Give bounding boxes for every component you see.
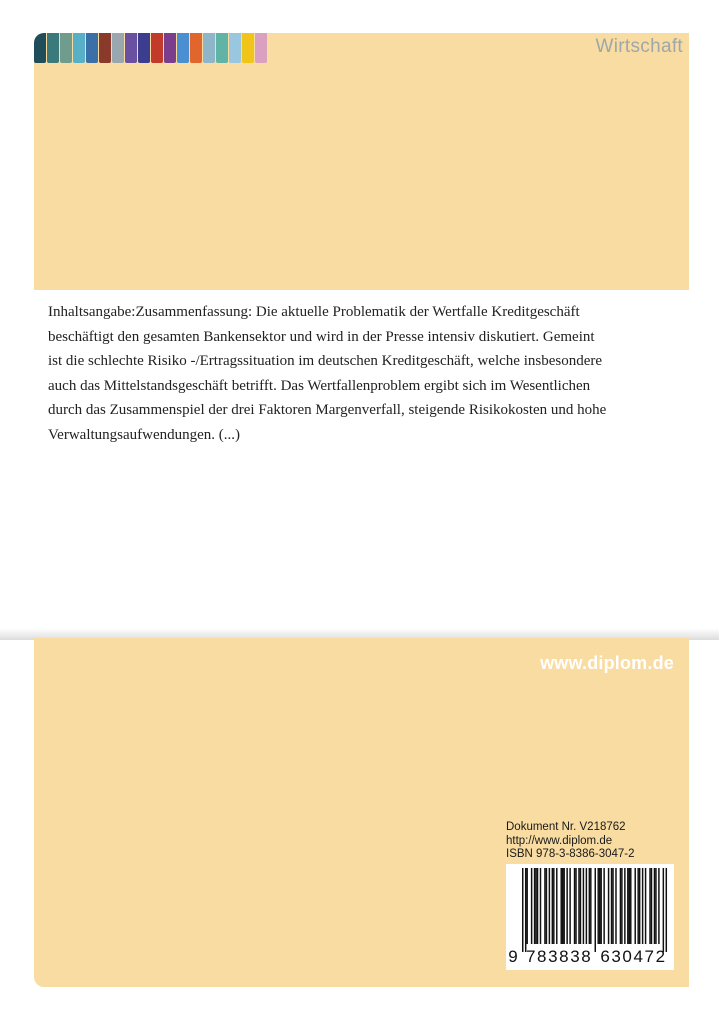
barcode-bar: [634, 868, 635, 944]
barcode-bar: [615, 868, 616, 944]
color-stripe: [151, 33, 163, 63]
barcode-digit-group-right: 630472: [600, 947, 667, 966]
barcode-bar: [620, 868, 621, 944]
barcode-bar: [637, 868, 638, 944]
document-link: http://www.diplom.de: [506, 834, 613, 847]
barcode-bar: [639, 868, 640, 944]
barcode-bar: [552, 868, 553, 944]
color-stripe: [190, 33, 202, 63]
barcode-bar: [563, 868, 564, 944]
barcode-bar: [522, 868, 523, 952]
barcode-bar: [562, 868, 563, 944]
bottom-color-panel: [34, 638, 689, 987]
color-stripe: [177, 33, 189, 63]
color-stripe: [229, 33, 241, 63]
barcode-bar: [642, 868, 643, 944]
barcode-bar: [630, 868, 631, 944]
isbn-barcode: [506, 864, 674, 970]
barcode-bar: [566, 868, 567, 944]
barcode-bar: [580, 868, 581, 944]
color-stripe-strip: [34, 33, 268, 63]
barcode-bar: [595, 868, 596, 952]
barcode-bar: [654, 868, 655, 944]
barcode-bar: [534, 868, 535, 944]
barcode-digits: [506, 944, 674, 970]
color-stripe: [216, 33, 228, 63]
barcode-lead-digit: 9: [508, 947, 518, 966]
barcode-bar: [546, 868, 547, 944]
color-stripe: [47, 33, 59, 63]
barcode-bar: [590, 868, 591, 944]
barcode-bar: [525, 868, 526, 952]
barcode-bar: [651, 868, 652, 944]
document-info: [506, 821, 635, 862]
barcode-bar: [556, 868, 557, 944]
color-stripe: [99, 33, 111, 63]
color-stripe: [138, 33, 150, 63]
barcode-bar: [629, 868, 630, 944]
barcode-bar: [624, 868, 625, 944]
document-number: Dokument Nr. V218762: [506, 821, 626, 833]
barcode-bar: [658, 868, 659, 944]
color-stripe: [255, 33, 267, 63]
barcode-bar: [603, 868, 604, 944]
barcode-bar: [549, 868, 550, 944]
barcode-bar: [627, 868, 628, 944]
barcode-bar: [611, 868, 612, 944]
barcode-bar: [560, 868, 561, 944]
barcode-bar: [599, 868, 600, 944]
barcode-bar: [663, 868, 664, 952]
color-stripe: [86, 33, 98, 63]
barcode-bar: [574, 868, 575, 944]
barcode-digit-group-left: 783838: [526, 947, 593, 966]
barcode-bar: [526, 868, 527, 944]
category-label: Wirtschaft: [595, 36, 683, 57]
barcode-bar: [553, 868, 554, 944]
barcode-bar: [583, 868, 584, 944]
color-stripe: [203, 33, 215, 63]
barcode-bar: [597, 868, 598, 944]
barcode-bar: [575, 868, 576, 944]
abstract-text: Inhaltsangabe:Zusammenfassung: Die aktuelle Problematik der Wertfalle Kreditgeschäft beschäftigt den gesamten Bankensektor und wird in der Presse intensiv diskutiert. Gemeint ist die schlechte Risiko -/Ertragssituation im deutschen Kreditgeschäft, welche insbesondere auch das Mittelstandsgeschäft betrifft. Das Wertfallenproblem ergibt sich im Wesentlichen durch das Zusammenspiel der drei Faktoren Margenverfall, steigende Risikokosten und hohe Verwaltungsaufwendungen. (...): [48, 304, 607, 443]
color-stripe: [125, 33, 137, 63]
barcode-bar: [540, 868, 541, 944]
barcode-bar: [544, 868, 545, 944]
barcode-bar: [608, 868, 609, 944]
barcode-bar: [569, 868, 570, 944]
barcode-bar: [531, 868, 532, 944]
publisher-url: www.diplom.de: [540, 653, 674, 673]
color-stripe: [73, 33, 85, 63]
barcode-bar: [621, 868, 622, 944]
barcode-bar: [600, 868, 601, 944]
color-stripe: [34, 33, 46, 63]
barcode-bar: [535, 868, 536, 944]
barcode-bar: [589, 868, 590, 944]
color-stripe: [164, 33, 176, 63]
barcode-bar: [586, 868, 587, 944]
top-color-panel: [34, 33, 689, 290]
barcode-bar: [578, 868, 579, 944]
barcode-bar: [655, 868, 656, 944]
barcode-bar: [649, 868, 650, 944]
barcode-bar: [537, 868, 538, 944]
barcode-bar: [612, 868, 613, 944]
barcode-bar: [666, 868, 667, 952]
color-stripe: [242, 33, 254, 63]
isbn-number: ISBN 978-3-8386-3047-2: [506, 848, 635, 860]
color-stripe: [112, 33, 124, 63]
color-stripe: [60, 33, 72, 63]
barcode-bar: [645, 868, 646, 944]
